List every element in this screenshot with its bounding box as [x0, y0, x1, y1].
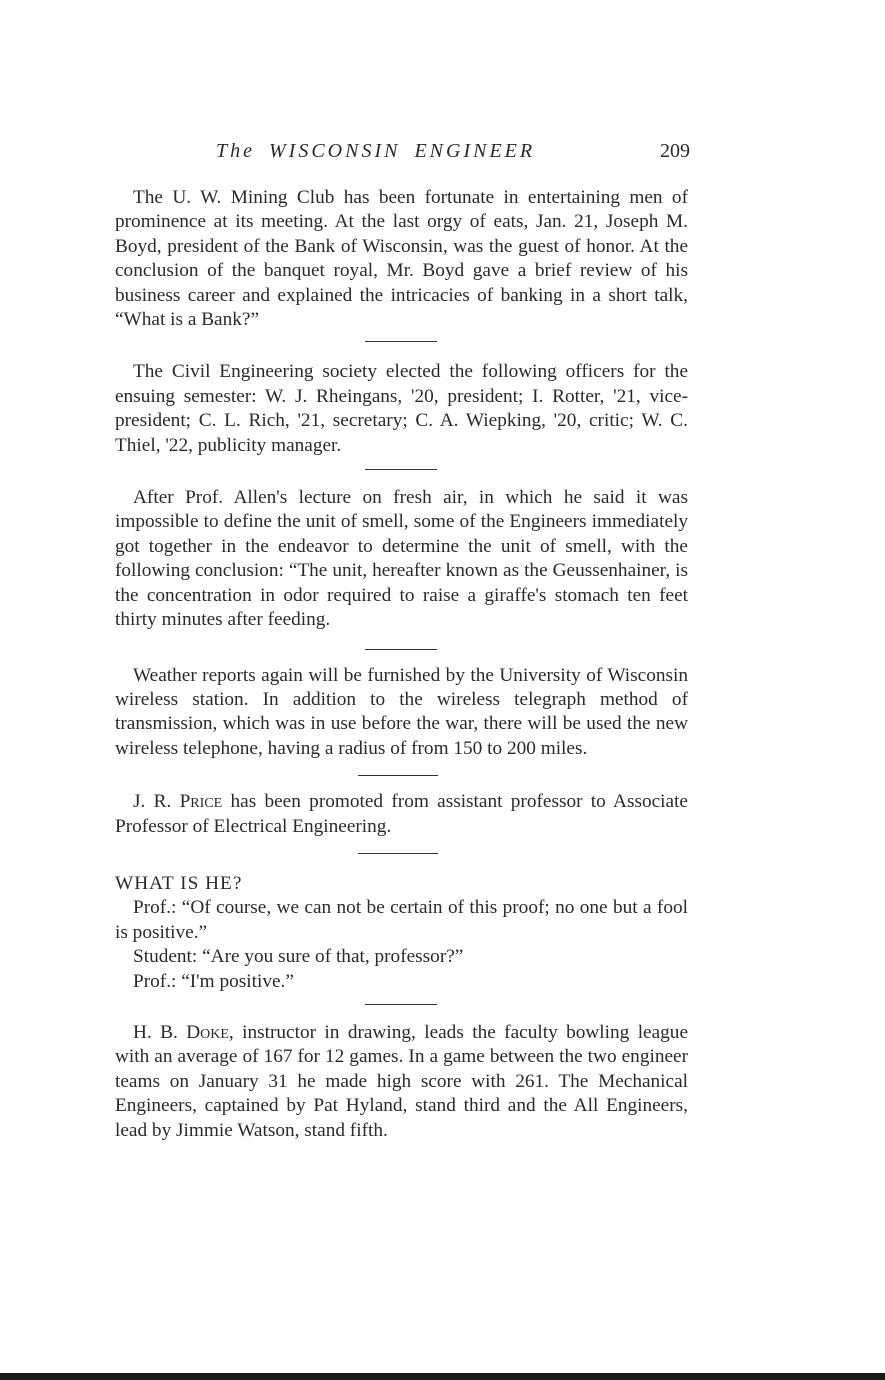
- section-divider: [365, 469, 437, 470]
- article-column: [115, 186, 688, 1143]
- civil-engineering-paragraph: The Civil Engineering society elected the following officers for the ensuing semester: W. J. Rheingans, '20, president; I. Rotter, '21, vice-president; C. L. Rich, '21, secretary; C. A. Wiepking, '20, critic; W. C. Thiel, '22, publicity manager.: [115, 361, 688, 456]
- what-is-he-title: WHAT IS HE?: [115, 872, 243, 894]
- section-divider: [358, 853, 438, 854]
- running-header: [190, 140, 690, 166]
- doke-text: , instructor in drawing, leads the faculty bowling league with an average of 167 for 12 games. In a game between the two engineer teams on January 31 he made high score with 261. The Mechanical Engineers, captained by Pat Hyland, stand third and the All Engineers, lead by Jimmie Watson, stand fifth.: [115, 1021, 689, 1141]
- weather-paragraph: Weather reports again will be furnished by the University of Wisconsin wireless station. In addition to the wireless telegraph method of transmission, which was in use before the war, there will be used the new wireless telephone, having a radius of from 150 to 200 miles.: [115, 664, 688, 759]
- price-text: has been promoted from assistant professor to Associate Professor of Electrical Engineering.: [115, 791, 688, 837]
- doke-paragraph: [115, 1021, 688, 1143]
- journal-title: The WISCONSIN ENGINEER: [216, 140, 536, 162]
- section-divider: [365, 341, 437, 342]
- dialogue-line: Student: “Are you sure of that, professor?”: [133, 946, 464, 968]
- price-name: J. R. Price: [133, 791, 223, 813]
- section-divider: [365, 649, 437, 650]
- doke-name: H. B. Doke: [133, 1021, 229, 1043]
- section-divider: [365, 1004, 437, 1005]
- dialogue-line: Prof.: “Of course, we can not be certain of this proof; no one but a fool is positive.”: [115, 897, 688, 943]
- section-divider: [358, 775, 438, 776]
- fresh-air-paragraph: After Prof. Allen's lecture on fresh air, in which he said it was impossible to define the unit of smell, some of the Engineers immediately got together in the endeavor to determine the unit of smell, with the following conclusion: “The unit, hereafter known as the Geussenhainer, is the concentration in odor required to raise a giraffe's stomach ten feet thirty minutes after feeding.: [115, 487, 688, 631]
- mining-club-paragraph: The U. W. Mining Club has been fortunate in entertaining men of prominence at its meeting. At the last orgy of eats, Jan. 21, Joseph M. Boyd, president of the Bank of Wisconsin, was the guest of honor. At the conclusion of the banquet royal, Mr. Boyd gave a brief review of his business career and explained the intricacies of banking in a short talk, “What is a Bank?”: [115, 187, 688, 331]
- scan-edge-bar: [0, 1373, 885, 1380]
- dialogue-line: Prof.: “I'm positive.”: [133, 970, 294, 992]
- page-number: 209: [660, 140, 690, 162]
- price-paragraph: [115, 790, 688, 839]
- what-is-he-section: [115, 872, 688, 994]
